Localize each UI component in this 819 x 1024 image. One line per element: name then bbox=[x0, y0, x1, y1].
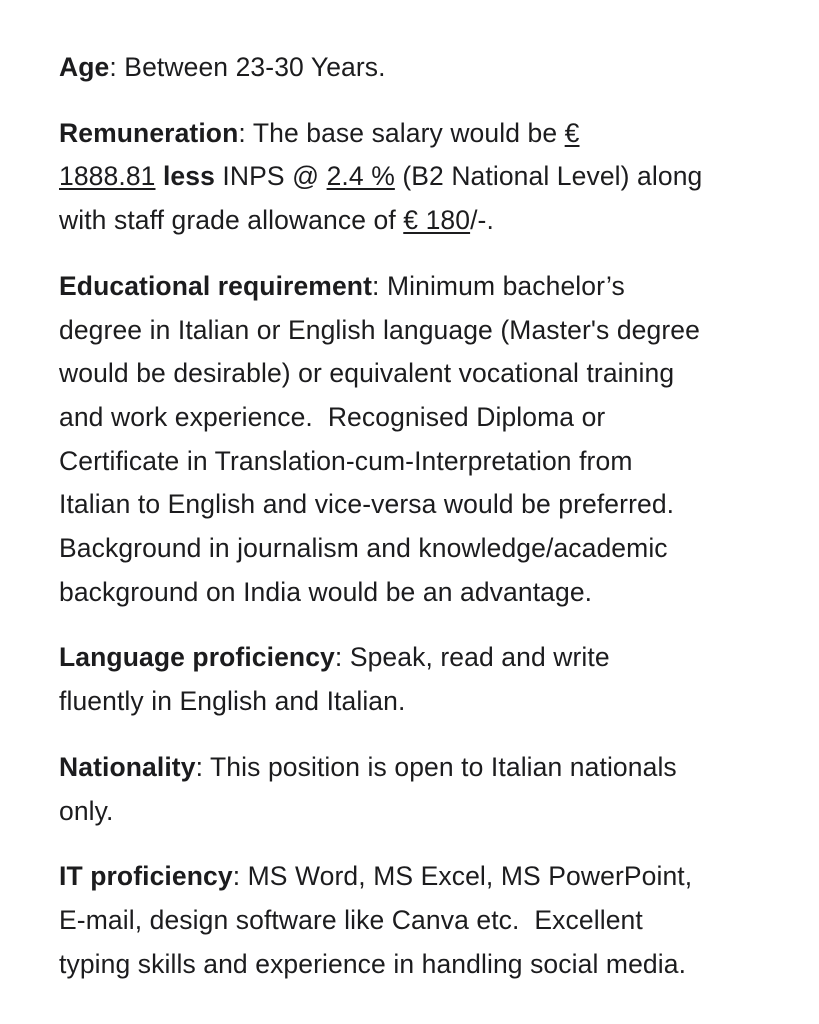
education-paragraph bbox=[59, 265, 779, 615]
remuneration-intro: : The base salary would be bbox=[238, 117, 565, 148]
education-label: Educational requirement bbox=[59, 270, 373, 301]
inps-rate-link[interactable]: 2.4 % bbox=[326, 161, 395, 192]
remuneration-line-1 bbox=[59, 112, 779, 156]
age-value: : Between 23-30 Years. bbox=[109, 52, 386, 82]
it-intro: : MS Word, MS Excel, MS PowerPoint, bbox=[232, 861, 693, 892]
education-line: Certificate in Translation-cum-Interpretation from bbox=[59, 445, 633, 476]
language-line-2: fluently in English and Italian. bbox=[59, 686, 406, 717]
education-line: background on India would be an advantage. bbox=[59, 576, 593, 607]
inps-text: INPS @ bbox=[214, 161, 327, 192]
remuneration-line-3 bbox=[59, 199, 779, 243]
job-requirements-document bbox=[59, 46, 779, 1008]
age-line bbox=[59, 46, 779, 90]
education-line: would be desirable) or equivalent vocational training bbox=[59, 358, 675, 389]
salary-amount-link[interactable]: 1888.81 bbox=[59, 161, 156, 192]
nationality-line-1 bbox=[59, 746, 779, 790]
level-text: (B2 National Level) along bbox=[394, 161, 703, 192]
remuneration-label: Remuneration bbox=[59, 117, 239, 148]
it-line-3: typing skills and experience in handling social media. bbox=[59, 948, 687, 979]
age-label: Age bbox=[59, 52, 110, 82]
language-paragraph bbox=[59, 636, 779, 723]
allowance-suffix: /-. bbox=[470, 205, 494, 236]
education-intro: : Minimum bachelor’s bbox=[372, 270, 625, 301]
it-line-1 bbox=[59, 855, 779, 899]
language-line-1 bbox=[59, 636, 779, 680]
allowance-text: with staff grade allowance of bbox=[59, 205, 404, 236]
it-line-2: E-mail, design software like Canva etc. Excellent bbox=[59, 904, 643, 935]
salary-currency-link[interactable]: € bbox=[564, 117, 580, 148]
education-line: Background in journalism and knowledge/academic bbox=[59, 533, 668, 564]
language-intro: : Speak, read and write bbox=[334, 642, 610, 673]
it-paragraph bbox=[59, 855, 779, 986]
language-label: Language proficiency bbox=[59, 642, 335, 673]
it-label: IT proficiency bbox=[59, 861, 233, 892]
nationality-line-2: only. bbox=[59, 795, 114, 826]
education-line: Italian to English and vice-versa would be preferred. bbox=[59, 489, 675, 520]
education-line: and work experience. Recognised Diploma or bbox=[59, 401, 606, 432]
allowance-amount-link[interactable]: € 180 bbox=[403, 205, 471, 236]
remuneration-paragraph bbox=[59, 112, 779, 243]
nationality-paragraph bbox=[59, 746, 779, 833]
age-paragraph bbox=[59, 46, 779, 90]
nationality-label: Nationality bbox=[59, 751, 196, 782]
nationality-intro: : This position is open to Italian nationals bbox=[195, 751, 677, 782]
remuneration-line-2 bbox=[59, 155, 779, 199]
education-line: degree in Italian or English language (Master's degree bbox=[59, 314, 700, 345]
education-line-1 bbox=[59, 265, 779, 309]
less-text: less bbox=[155, 161, 215, 192]
